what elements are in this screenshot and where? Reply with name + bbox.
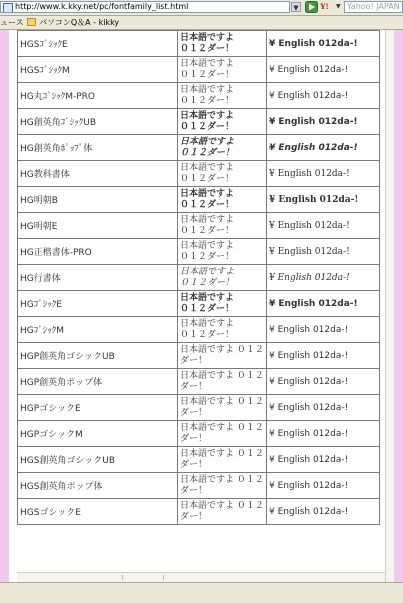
font-name-cell [18, 447, 178, 473]
links-bar-lead[interactable]: ュース [0, 18, 24, 27]
en-sample: ¥ English 012da-! [269, 194, 359, 205]
en-sample: ¥ English 012da-! [269, 64, 349, 75]
address-dropdown-icon[interactable]: ▼ [291, 2, 301, 12]
font-name-cell [18, 317, 178, 343]
font-name: HGSゴシックE [20, 508, 81, 518]
en-sample-cell [267, 265, 380, 291]
font-name-cell [18, 395, 178, 421]
font-name: HGSｺﾞｼｯｸE [20, 40, 68, 50]
table-row [18, 421, 380, 447]
jp-sample-line2: ダー！ [180, 355, 208, 366]
en-sample: ¥ English 012da-! [269, 454, 349, 465]
yahoo-search-input[interactable]: Yahoo! JAPAN [344, 1, 403, 13]
font-name-cell [18, 187, 178, 213]
font-name: HGPゴシックE [20, 404, 81, 414]
font-name-cell [18, 343, 178, 369]
font-name: HG正楷書体-PRO [20, 248, 92, 258]
en-sample-cell [267, 473, 380, 499]
go-arrow-icon[interactable] [305, 1, 318, 13]
jp-sample-cell [178, 239, 267, 265]
jp-sample-cell [178, 291, 267, 317]
en-sample-cell [267, 57, 380, 83]
jp-sample-line1: 日本語ですよ [180, 318, 235, 329]
jp-sample-line2: ０１２ダー！ [180, 121, 235, 132]
en-sample: ¥ English 012da-! [269, 272, 350, 283]
vertical-scrollbar[interactable] [385, 30, 394, 582]
yahoo-dropdown-icon[interactable]: ▼ [336, 3, 341, 10]
en-sample-cell [267, 161, 380, 187]
jp-sample-cell [178, 317, 267, 343]
en-sample: ¥ English 012da-! [269, 428, 349, 439]
font-name-cell [18, 473, 178, 499]
en-sample-cell [267, 135, 380, 161]
jp-sample-line2: ０１２ダー！ [180, 95, 235, 106]
jp-sample-line1: 日本語ですよ ０１２ [180, 370, 264, 381]
en-sample-cell [267, 421, 380, 447]
jp-sample-line1: 日本語ですよ [180, 110, 235, 121]
jp-sample-cell [178, 473, 267, 499]
font-name-cell [18, 109, 178, 135]
font-name-cell [18, 31, 178, 57]
table-row [18, 213, 380, 239]
horizontal-scrollbar[interactable] [17, 572, 385, 582]
jp-sample-line1: 日本語ですよ ０１２ [180, 344, 264, 355]
table-row [18, 369, 380, 395]
font-name: HGS創英角ポップ体 [20, 482, 103, 492]
jp-sample-line2: ０１２ダー！ [180, 303, 235, 314]
jp-sample-line2: ０１２ダー！ [180, 173, 235, 184]
en-sample-cell [267, 213, 380, 239]
font-name: HG行書体 [20, 274, 61, 284]
jp-sample-line1: 日本語ですよ ０１２ [180, 500, 264, 511]
left-decor-strip [0, 30, 9, 582]
status-bar [0, 582, 403, 603]
jp-sample-line2: ダー！ [180, 485, 208, 496]
en-sample-cell [267, 499, 380, 525]
jp-sample-cell [178, 499, 267, 525]
jp-sample-line1: 日本語ですよ [180, 58, 235, 69]
en-sample-cell [267, 343, 380, 369]
table-row [18, 447, 380, 473]
en-sample: ¥ English 012da-! [269, 480, 349, 491]
jp-sample-line2: ダー！ [180, 407, 208, 418]
en-sample: ¥ English 012da-! [269, 142, 358, 153]
jp-sample-line2: ０１２ダー！ [180, 225, 235, 236]
table-row [18, 31, 380, 57]
jp-sample-line1: 日本語ですよ [180, 136, 235, 147]
font-name: HGSｺﾞｼｯｸM [20, 66, 70, 76]
table-row [18, 161, 380, 187]
en-sample: ¥ English 012da-! [269, 298, 358, 309]
jp-sample-line1: 日本語ですよ ０１２ [180, 474, 264, 485]
jp-sample-line2: ０１２ダー！ [180, 69, 235, 80]
jp-sample-line2: ダー！ [180, 433, 208, 444]
en-sample-cell [267, 239, 380, 265]
en-sample: ¥ English 012da-! [269, 90, 349, 101]
scroll-grip[interactable] [122, 575, 164, 580]
en-sample-cell [267, 369, 380, 395]
font-name: HGP創英角ポップ体 [20, 378, 103, 388]
table-row [18, 109, 380, 135]
table-row [18, 83, 380, 109]
jp-sample-line1: 日本語ですよ [180, 188, 235, 199]
jp-sample-line2: ０１２ダー！ [180, 251, 235, 262]
en-sample-cell [267, 187, 380, 213]
jp-sample-line2: ダー！ [180, 381, 208, 392]
folder-icon [27, 18, 36, 26]
font-name-cell [18, 291, 178, 317]
table-row [18, 499, 380, 525]
font-name-cell [18, 369, 178, 395]
table-row [18, 135, 380, 161]
font-name-cell [18, 135, 178, 161]
links-toolbar [0, 16, 403, 30]
table-row [18, 343, 380, 369]
yahoo-logo[interactable]: Y! [320, 2, 329, 11]
jp-sample-cell [178, 31, 267, 57]
jp-sample-line2: ダー！ [180, 459, 208, 470]
font-name: HG創英角ｺﾞｼｯｸUB [20, 118, 97, 128]
jp-sample-line1: 日本語ですよ ０１２ [180, 396, 264, 407]
page-icon [3, 3, 13, 13]
jp-sample-cell [178, 447, 267, 473]
table-row [18, 395, 380, 421]
font-list-table [17, 30, 380, 525]
jp-sample-line1: 日本語ですよ ０１２ [180, 448, 264, 459]
en-sample: ¥ English 012da-! [269, 38, 358, 49]
en-sample: ¥ English 012da-! [269, 324, 349, 335]
jp-sample-cell [178, 57, 267, 83]
font-name-cell [18, 265, 178, 291]
address-url: http://www.k.kky.net/pc/fontfamily_list.html [15, 2, 189, 11]
en-sample: ¥ English 012da-! [269, 506, 349, 517]
font-name: HG明朝B [20, 196, 58, 206]
en-sample: ¥ English 012da-! [269, 376, 349, 387]
jp-sample-line1: 日本語ですよ [180, 266, 235, 277]
font-name: HG教科書体 [20, 170, 70, 180]
font-name-cell [18, 499, 178, 525]
jp-sample-line2: ０１２ダー！ [180, 147, 235, 158]
font-name-cell [18, 239, 178, 265]
jp-sample-cell [178, 135, 267, 161]
jp-sample-line1: 日本語ですよ [180, 292, 235, 303]
table-row [18, 473, 380, 499]
jp-sample-line2: ０１２ダー！ [180, 43, 235, 54]
font-name: HGPゴシックM [20, 430, 83, 440]
font-name: HG明朝E [20, 222, 58, 232]
en-sample-cell [267, 31, 380, 57]
table-row [18, 265, 380, 291]
en-sample-cell [267, 317, 380, 343]
right-decor-strip [394, 30, 403, 582]
table-row [18, 291, 380, 317]
font-name-cell [18, 83, 178, 109]
table-row [18, 187, 380, 213]
en-sample: ¥ English 012da-! [269, 168, 350, 179]
jp-sample-line1: 日本語ですよ ０１２ [180, 422, 264, 433]
jp-sample-line2: ダー！ [180, 511, 208, 522]
font-name: HGP創英角ゴシックUB [20, 352, 115, 362]
font-name-cell [18, 213, 178, 239]
jp-sample-line1: 日本語ですよ [180, 214, 235, 225]
jp-sample-line2: ０１２ダー！ [180, 329, 235, 340]
en-sample: ¥ English 012da-! [269, 220, 350, 231]
en-sample-cell [267, 83, 380, 109]
jp-sample-cell [178, 109, 267, 135]
address-toolbar [0, 0, 403, 16]
font-name-cell [18, 161, 178, 187]
jp-sample-line1: 日本語ですよ [180, 84, 235, 95]
jp-sample-cell [178, 265, 267, 291]
jp-sample-cell [178, 213, 267, 239]
font-name: HGｺﾞｼｯｸM [20, 326, 65, 336]
favorite-link[interactable]: パソコンQ＆A - kikky [39, 18, 120, 27]
font-name-cell [18, 421, 178, 447]
font-name: HGｺﾞｼｯｸE [20, 300, 62, 310]
jp-sample-line2: ０１２ダー！ [180, 277, 235, 288]
en-sample-cell [267, 109, 380, 135]
address-input[interactable] [0, 1, 290, 13]
font-name-cell [18, 57, 178, 83]
en-sample: ¥ English 012da-! [269, 246, 350, 257]
en-sample: ¥ English 012da-! [269, 116, 358, 127]
jp-sample-line1: 日本語ですよ [180, 32, 235, 43]
jp-sample-line1: 日本語ですよ [180, 162, 235, 173]
jp-sample-cell [178, 161, 267, 187]
font-name: HG創英角ﾎﾟｯﾌﾟ体 [20, 144, 93, 154]
jp-sample-cell [178, 395, 267, 421]
font-name: HG丸ｺﾞｼｯｸM-PRO [20, 92, 96, 102]
jp-sample-line2: ０１２ダー！ [180, 199, 235, 210]
en-sample: ¥ English 012da-! [269, 402, 349, 413]
en-sample-cell [267, 291, 380, 317]
table-row [18, 317, 380, 343]
en-sample-cell [267, 395, 380, 421]
table-row [18, 239, 380, 265]
table-row [18, 57, 380, 83]
jp-sample-cell [178, 83, 267, 109]
jp-sample-cell [178, 187, 267, 213]
jp-sample-cell [178, 421, 267, 447]
jp-sample-cell [178, 369, 267, 395]
en-sample: ¥ English 012da-! [269, 350, 349, 361]
en-sample-cell [267, 447, 380, 473]
jp-sample-line1: 日本語ですよ [180, 240, 235, 251]
font-name: HGS創英角ゴシックUB [20, 456, 116, 466]
jp-sample-cell [178, 343, 267, 369]
